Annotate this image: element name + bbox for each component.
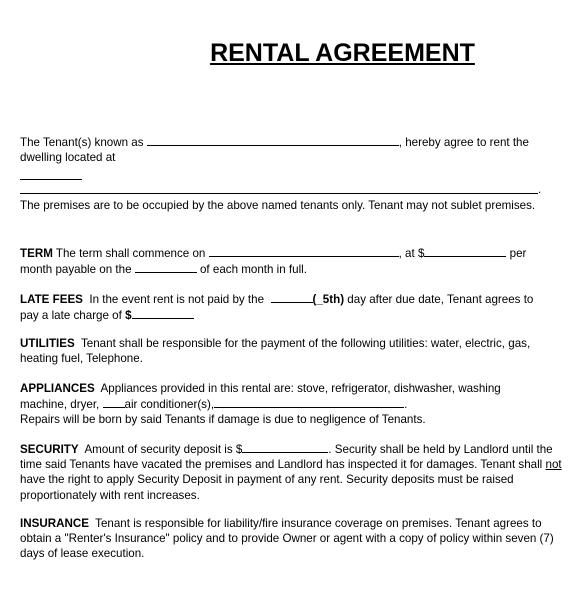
security-text-2: . Security shall be held by Landlord until the time said Tenants have vacated the premises and Landlord has inspected it for damages. Tenant shall: [20, 443, 553, 472]
security-paragraph: [20, 441, 566, 503]
late-days-blank[interactable]: [271, 291, 313, 303]
address-short-blank[interactable]: [20, 168, 82, 180]
term-text-4: month payable on the: [20, 263, 132, 277]
late-fees-text-2: day after due date, Tenant agrees to: [347, 293, 534, 306]
address-period: .: [538, 183, 542, 196]
address-long-blank[interactable]: [20, 193, 538, 194]
appliances-text-2: machine, dryer,: [20, 398, 100, 412]
intro-text-2: , hereby agree to rent the: [398, 136, 529, 149]
payment-day-blank[interactable]: [135, 261, 197, 273]
premises-paragraph: The premises are to be occupied by the above named tenants only. Tenant may not sublet premises.: [20, 199, 536, 212]
utilities-heading: UTILITIES: [20, 337, 75, 350]
term-text-5: of each month in full.: [199, 263, 307, 277]
security-not: not: [545, 458, 562, 472]
appliances-text-4: .: [404, 398, 408, 412]
late-charge-blank[interactable]: [132, 307, 194, 319]
document-title: RENTAL AGREEMENT: [210, 39, 475, 67]
security-text-3: have the right to apply Security Deposit in payment of any rent. Security deposits must be raised proportionately with rent increases.: [20, 473, 514, 502]
appliances-text-3: air conditioner(s),: [124, 398, 215, 412]
tenant-name-blank[interactable]: [147, 134, 399, 146]
term-paragraph: [20, 245, 566, 277]
appliances-text-5: Repairs will be born by said Tenants if damage is due to negligence of Tenants.: [20, 413, 426, 427]
rent-amount-blank[interactable]: [424, 245, 506, 257]
term-text-1: The term shall commence on: [55, 247, 206, 260]
utilities-text: Tenant shall be responsible for the payment of the following utilities: water, electric, gas, heating fuel, Telephone.: [20, 337, 531, 366]
late-charge-dollar: $: [125, 309, 132, 323]
insurance-paragraph: [20, 516, 566, 562]
insurance-text: Tenant is responsible for liability/fire insurance coverage on premises. Tenant agrees to obtain a "Renter's Insurance" policy and to provide Owner or agent with a copy of policy within seven (7) days of lease execution.: [20, 517, 554, 561]
other-appliances-blank[interactable]: [214, 396, 404, 408]
late-fees-text-1: In the event rent is not paid by the: [89, 293, 265, 306]
intro-paragraph: [20, 134, 566, 165]
term-heading: TERM: [20, 247, 53, 260]
late-fees-text-3: pay a late charge of: [20, 309, 122, 323]
appliances-text-1: Appliances provided in this rental are: stove, refrigerator, dishwasher, washing: [100, 382, 501, 395]
security-heading: SECURITY: [20, 443, 79, 456]
appliances-paragraph: [20, 381, 566, 428]
intro-text-3: dwelling located at: [20, 151, 116, 165]
security-deposit-blank[interactable]: [242, 441, 328, 453]
late-days-value: (_5th): [312, 293, 345, 306]
term-text-2: , at $: [398, 247, 425, 260]
appliances-heading: APPLIANCES: [20, 382, 95, 395]
late-fees-paragraph: [20, 291, 566, 323]
security-text-1: Amount of security deposit is $: [84, 443, 243, 456]
late-fees-heading: LATE FEES: [20, 293, 83, 306]
insurance-heading: INSURANCE: [20, 517, 89, 530]
term-text-3: per: [509, 247, 527, 260]
term-start-date-blank[interactable]: [209, 245, 399, 257]
appliance-count-blank[interactable]: [103, 396, 125, 408]
utilities-paragraph: [20, 336, 566, 366]
intro-text-1: The Tenant(s) known as: [20, 136, 144, 149]
